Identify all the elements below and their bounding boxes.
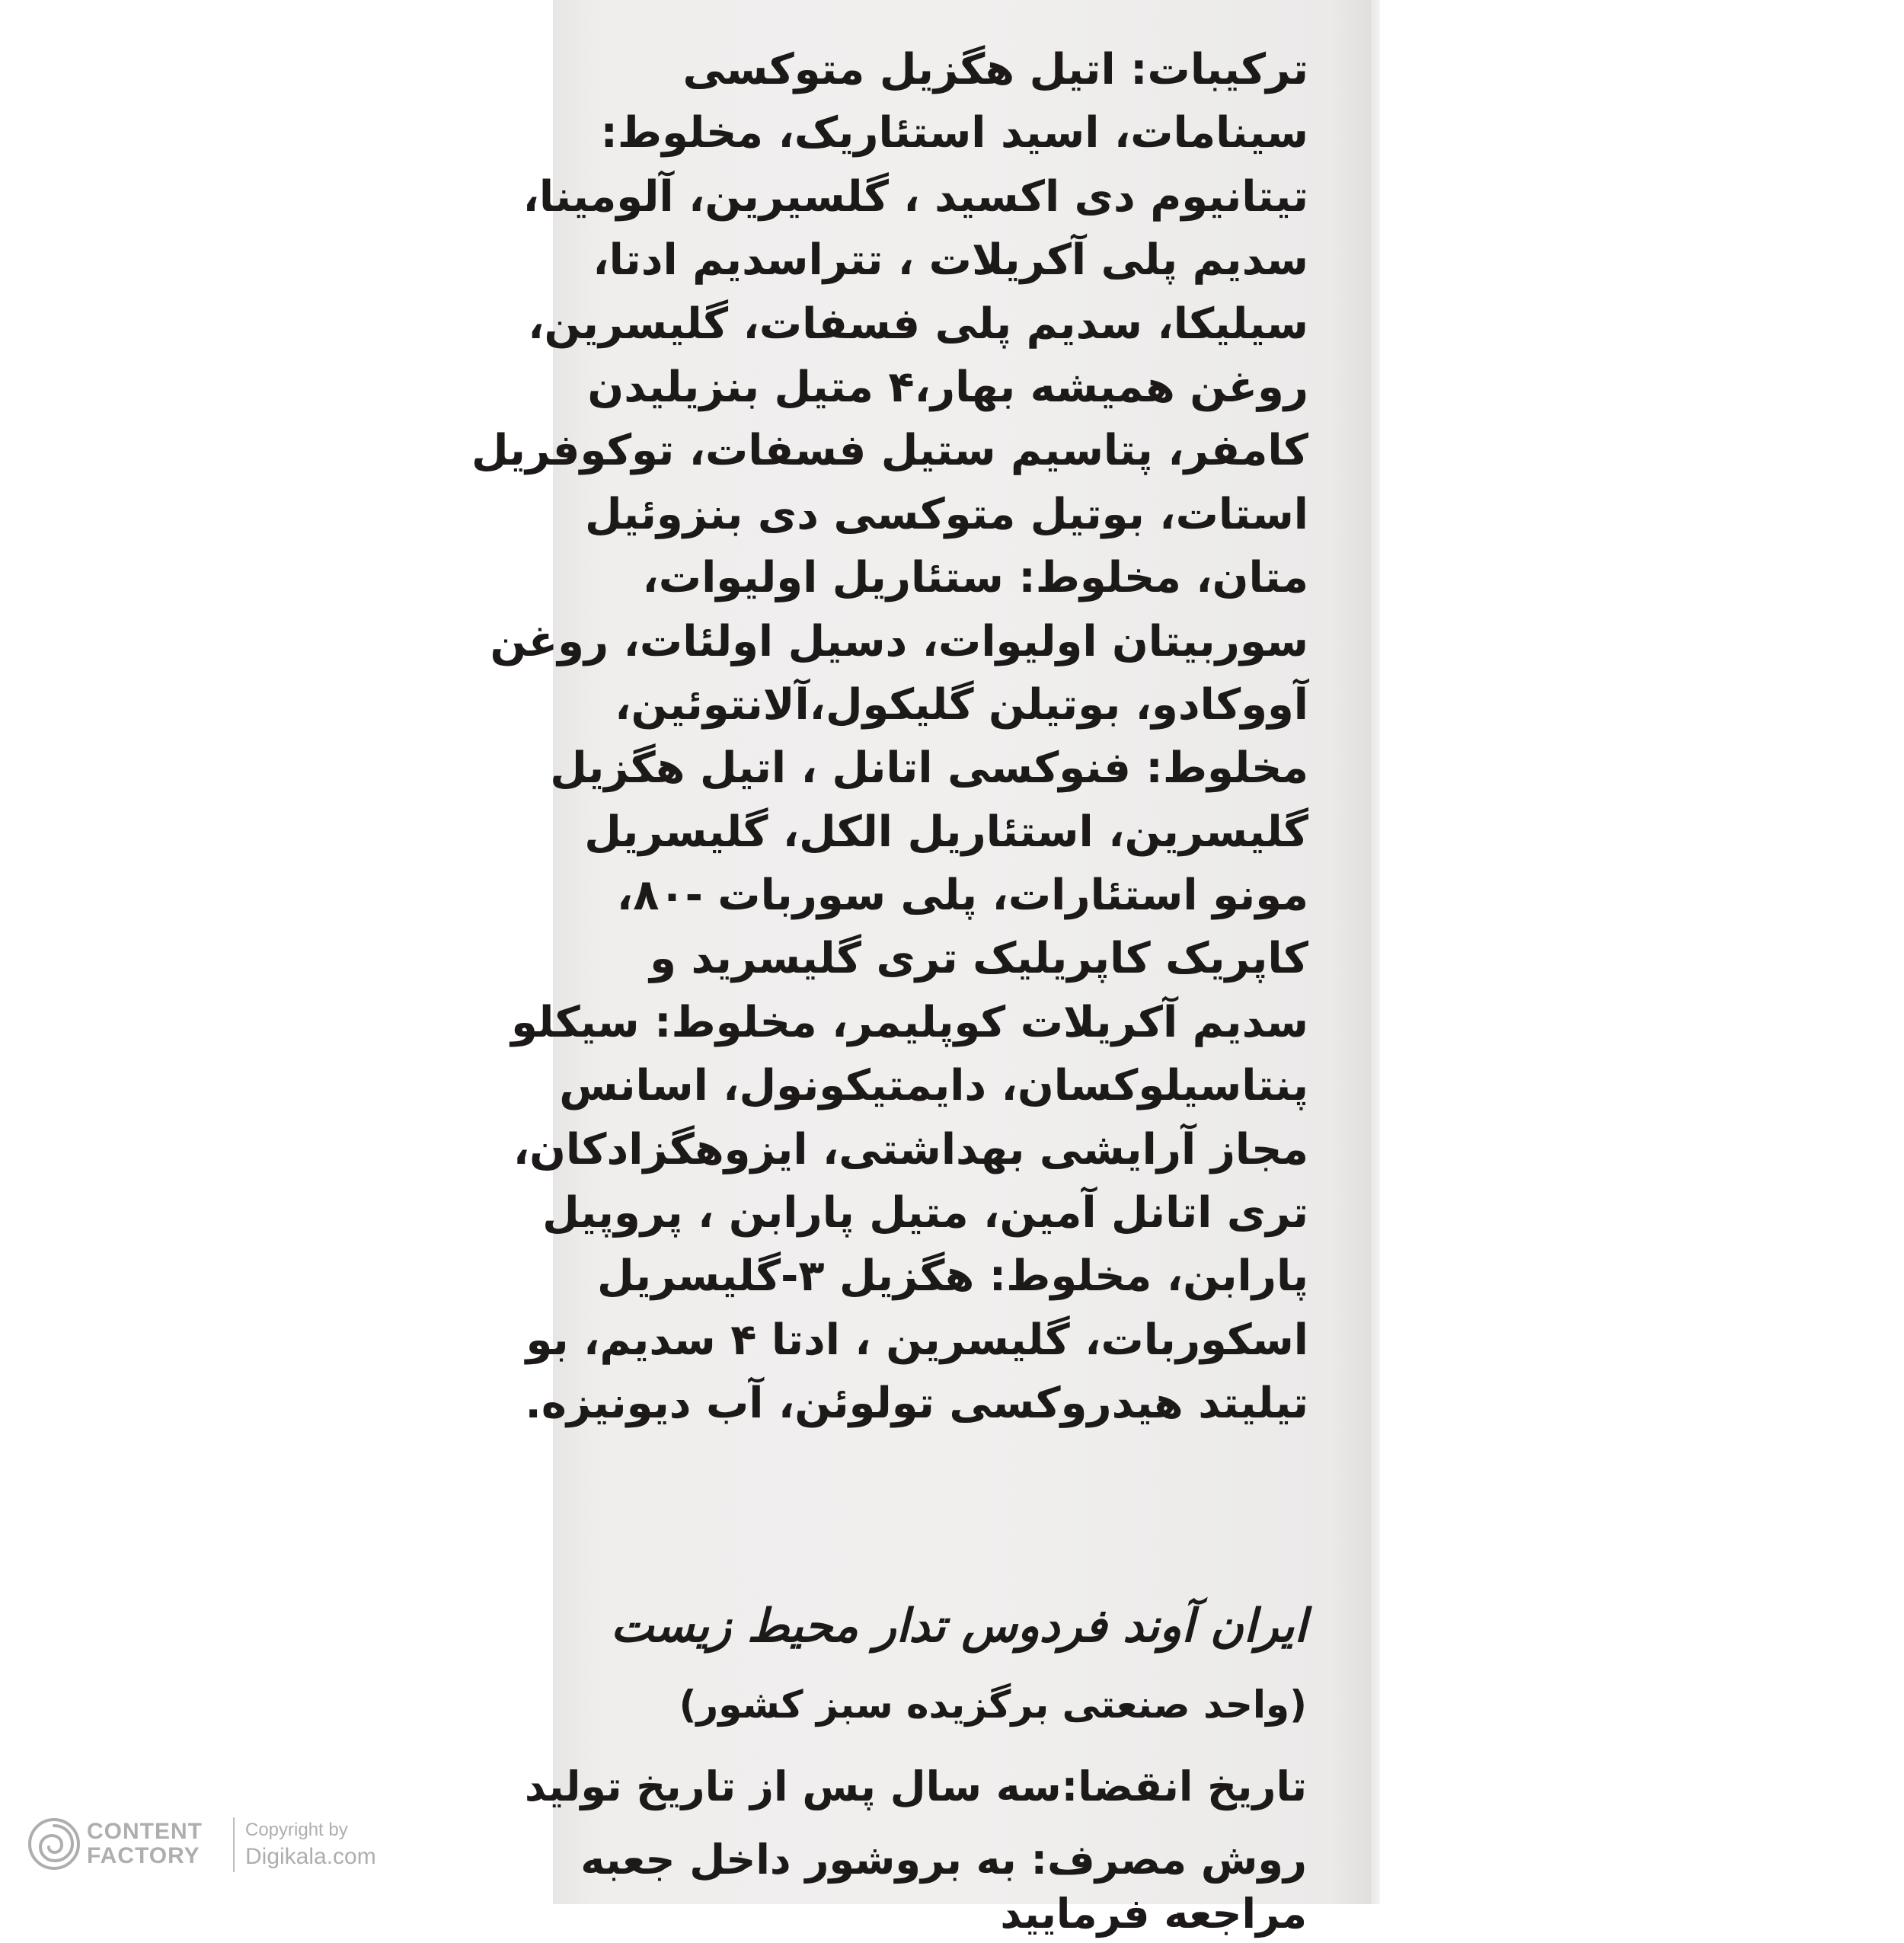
watermark-copyright-label: Copyright by — [245, 1820, 348, 1840]
ingredients-line: روغن همیشه بهار،۴ متیل بنزیلیدن — [587, 362, 1308, 412]
watermark-brand-line-2: FACTORY — [87, 1843, 200, 1868]
ingredients-line: سوربیتان اولیوات، دسیل اولئات، روغن — [490, 616, 1308, 666]
ingredients-line: آووکادو، بوتیلن گلیکول،آلانتوئین، — [615, 679, 1308, 730]
ingredients-line: تری اتانل آمین، متیل پارابن ، پروپیل — [542, 1188, 1308, 1238]
ingredients-line: مونو استئارات، پلی سوربات -۸۰، — [616, 871, 1308, 921]
ingredients-line: کاپریک کاپریلیک تری گلیسرید و — [650, 934, 1308, 984]
expiry-date-text: تاریخ انقضا:سه سال پس از تاریخ تولید — [524, 1762, 1307, 1810]
ingredients-line: اسکوربات، گلیسرین ، ادتا ۴ سدیم، بو — [526, 1315, 1308, 1365]
watermark-divider — [233, 1817, 235, 1872]
usage-instructions-text: روش مصرف: به بروشور داخل جعبه — [580, 1836, 1307, 1884]
ingredients-line: سدیم پلی آکریلات ، تتراسدیم ادتا، — [593, 235, 1308, 286]
ingredients-line: سدیم آکریلات کوپلیمر، مخلوط: سیکلو — [511, 997, 1308, 1047]
ingredients-text — [471, 38, 1308, 1436]
ingredients-line: گلیسرین، استئاریل الکل، گلیسریل — [584, 807, 1308, 857]
brand-name: ایران آوند فردوس تدار محیط زیست — [610, 1599, 1307, 1653]
ingredients-line: ترکیبات: اتیل هگزیل متوکسی — [682, 45, 1308, 94]
label-edge — [1371, 0, 1380, 1904]
ingredients-line: تیتانیوم دی اکسید ، گلسیرین، آلومینا، — [522, 171, 1308, 222]
ingredients-line: سیلیکا، سدیم پلی فسفات، گلیسرین، — [528, 299, 1308, 349]
watermark-copyright-site: Digikala.com — [245, 1844, 376, 1869]
content-factory-spiral-icon — [26, 1816, 82, 1872]
ingredients-line: مخلوط: فنوکسی اتانل ، اتیل هگزیل — [550, 743, 1308, 794]
ingredients-line: تیلیتد هیدروکسی تولوئن، آب دیونیزه. — [525, 1379, 1308, 1429]
watermark-brand-line-1: CONTENT — [87, 1819, 203, 1844]
brand-subtitle: (واحد صنعتی برگزیده سبز کشور) — [679, 1683, 1307, 1727]
watermark — [26, 1811, 384, 1880]
ingredients-line: متان، مخلوط: ستئاریل اولیوات، — [642, 553, 1308, 603]
ingredients-line: پارابن، مخلوط: هگزیل ۳-گلیسریل — [596, 1251, 1308, 1302]
ingredients-line: سینامات، اسید استئاریک، مخلوط: — [600, 108, 1308, 158]
ingredients-line: پنتاسیلوکسان، دایمتیکونول، اسانس — [559, 1061, 1308, 1111]
ingredients-line: کامفر، پتاسیم ستیل فسفات، توکوفریل — [471, 426, 1308, 476]
cut-off-text: مراجعه فرمایید — [1000, 1890, 1307, 1938]
ingredients-line: استات، بوتیل متوکسی دی بنزوئیل — [584, 489, 1308, 539]
ingredients-line: مجاز آرایشی بهداشتی، ایزوهگزادکان، — [513, 1124, 1308, 1174]
